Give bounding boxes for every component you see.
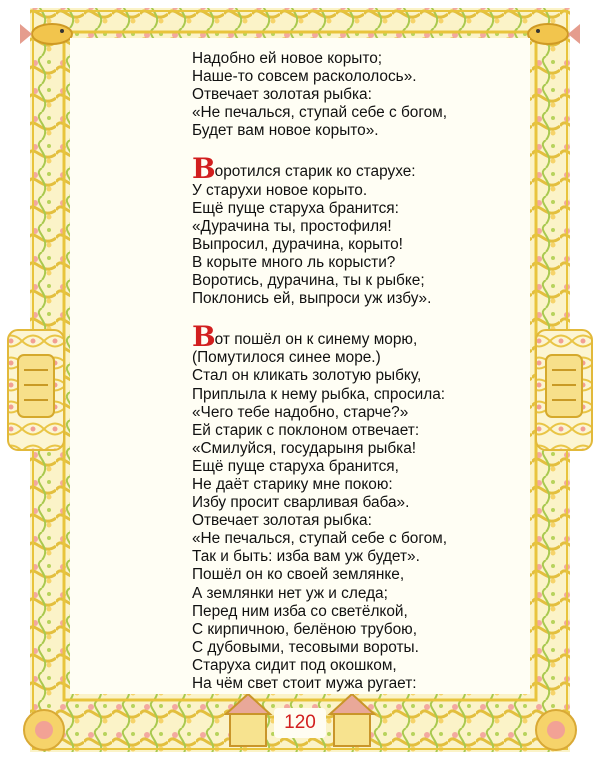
page-number: 120	[284, 712, 316, 733]
poem-line: «Чего тебе надобно, старче?»	[192, 403, 409, 421]
poem-line: Пошёл он ко своей землянке,	[192, 566, 405, 584]
poem-line: Так и быть: изба вам уж будет».	[192, 548, 420, 566]
poem-line-first	[192, 320, 492, 354]
poem-line-first	[192, 152, 492, 186]
poem-line: С кирпичною, белёною трубою,	[192, 620, 417, 638]
poem-line: Воротись, дурачина, ты к рыбке;	[192, 272, 425, 290]
poem-line: Выпросил, дурачина, корыто!	[192, 235, 403, 253]
poem-line: Надобно ей новое корыто;	[192, 50, 383, 67]
stanza-2	[192, 152, 492, 308]
poem-line: Будет вам новое корыто».	[192, 122, 379, 140]
poem-text	[192, 50, 492, 693]
poem-line: Приплыла к нему рыбка, спросила:	[192, 385, 446, 403]
drop-cap: В	[192, 320, 216, 354]
poem-line: Отвечает золотая рыбка:	[192, 86, 372, 104]
poem-line: В корыте много ль корысти?	[192, 253, 396, 271]
poem-line: Перед ним изба со светёлкой,	[192, 602, 408, 620]
poem-line: «Смилуйся, государыня рыбка!	[192, 439, 417, 457]
poem-line: Ещё пуще старуха бранится:	[192, 199, 399, 217]
drop-cap: В	[192, 152, 216, 186]
poem-line: «Дурачина ты, простофиля!	[192, 217, 392, 235]
stanza-1	[192, 50, 492, 140]
poem-line: С дубовыми, тесовыми вороты.	[192, 638, 419, 656]
poem-line: Наше-то совсем раскололось».	[192, 68, 417, 86]
first-line-rest: оротился старик ко старухе:	[214, 163, 416, 181]
poem-line: Не даёт старику мне покою:	[192, 475, 393, 493]
poem-line: На чём свет стоит мужа ругает:	[192, 675, 417, 692]
poem-line: Ещё пуще старуха бранится,	[192, 457, 399, 475]
poem-line: Ей старик с поклоном отвечает:	[192, 421, 420, 439]
first-line-rest: от пошёл он к синему морю,	[214, 331, 418, 349]
poem-line: Избу просит сварливая баба».	[192, 494, 410, 512]
poem-line: У старухи новое корыто.	[192, 181, 368, 199]
poem-line: «Не печалься, ступай себе с богом,	[192, 530, 448, 548]
poem-line: Старуха сидит под окошком,	[192, 656, 397, 674]
poem-line: «Не печалься, ступай себе с богом,	[192, 104, 448, 122]
poem-line: Отвечает золотая рыбка:	[192, 512, 372, 530]
poem-line: Поклонись ей, выпроси уж избу».	[192, 290, 432, 308]
poem-line: А землянки нет уж и следа;	[192, 584, 388, 602]
stanza-3	[192, 320, 492, 693]
poem-line: (Помутилося синее море.)	[192, 349, 381, 367]
poem-line: Стал он кликать золотую рыбку,	[192, 367, 422, 385]
